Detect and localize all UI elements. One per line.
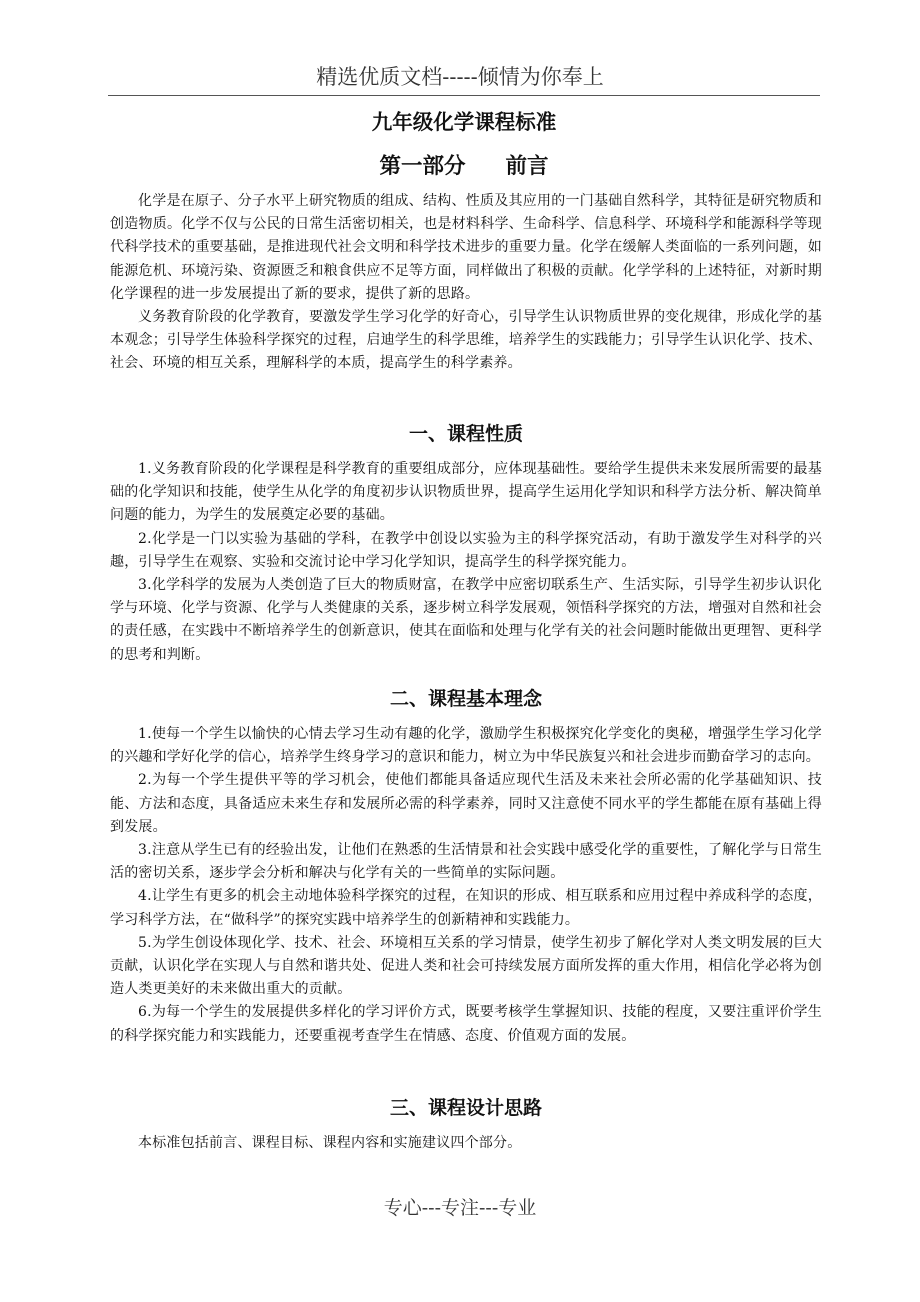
section-paragraph: 4.让学生有更多的机会主动地体验科学探究的过程，在知识的形成、相互联系和应用过程中养成科学的态度，学习科学方法，在“做科学”的探究实践中培养学生的创新精神和实践能力。 <box>110 888 822 928</box>
section-heading: 三、课程设计思路 <box>389 1097 542 1119</box>
section-heading: 一、课程性质 <box>408 423 523 445</box>
section-paragraph: 2.化学是一门以实验为基础的学科，在教学中创设以实验为主的科学探究活动，有助于激发学生对科学的兴趣，引导学生在观察、实验和交流讨论中学习化学知识，提高学生的科学探究能力。 <box>110 530 822 570</box>
section-heading: 二、课程基本理念 <box>389 688 542 710</box>
page-footer: 专心---专注---专业 <box>383 1197 537 1219</box>
part-label: 第一部分 <box>379 154 466 179</box>
section-basic-concepts <box>110 683 822 1048</box>
section-paragraph: 1.使每一个学生以愉快的心情去学习生动有趣的化学，激励学生积极探究化学变化的奥秘，增强学生学习化学的兴趣和学好化学的信心，培养学生终身学习的意识和能力，树立为中华民族复兴和社会进步而勤奋学习的志向。 <box>110 726 822 766</box>
section-paragraph: 3.注意从学生已有的经验出发，让他们在熟悉的生活情景和社会实践中感受化学的重要性，了解化学与日常生活的密切关系，逐步学会分析和解决与化学有关的一些简单的实际问题。 <box>110 842 822 882</box>
preface-block <box>110 190 822 376</box>
part-name: 前言 <box>505 154 549 179</box>
preface-paragraph: 义务教育阶段的化学教育，要激发学生学习化学的好奇心，引导学生认识物质世界的变化规律，形成化学的基本观念；引导学生体验科学探究的过程，启迪学生的科学思维，培养学生的实践能力；引导学生认识化学、技术、社会、环境的相互关系，理解科学的本质，提高学生的科学素养。 <box>110 309 822 372</box>
preface-paragraph: 化学是在原子、分子水平上研究物质的组成、结构、性质及其应用的一门基础自然科学，其特征是研究物质和创造物质。化学不仅与公民的日常生活密切相关，也是材料科学、生命科学、信息科学、环境科学和能源科学等现代科学技术的重要基础，是推进现代社会文明和科学技术进步的重要力量。化学在缓解人类面临的一系列问题，如能源危机、环境污染、资源匮乏和粮食供应不足等方面，同样做出了积极的贡献。化学学科的上述特征，对新时期化学课程的进一步发展提出了新的要求，提供了新的思路。 <box>110 193 822 302</box>
section-course-nature <box>110 418 822 667</box>
section-paragraph: 5.为学生创设体现化学、技术、社会、环境相互关系的学习情景，使学生初步了解化学对人类文明发展的巨大贡献，认识化学在实现人与自然和谐共处、促进人类和社会可持续发展方面所发挥的重大作用，相信化学必将为创造人类更美好的未来做出重大的贡献。 <box>110 934 822 998</box>
section-paragraph: 本标准包括前言、课程目标、课程内容和实施建议四个部分。 <box>138 1135 522 1151</box>
page-header: 精选优质文档-----倾情为你奉上 <box>316 65 604 89</box>
document-title: 九年级化学课程标准 <box>371 110 557 134</box>
section-design-approach <box>110 1092 822 1155</box>
header-divider <box>108 95 820 96</box>
section-paragraph: 2.为每一个学生提供平等的学习机会，使他们都能具备适应现代生活及未来社会所必需的化学基础知识、技能、方法和态度，具备适应未来生存和发展所必需的科学素养，同时又注意使不同水平的学生都能在原有基础上得到发展。 <box>110 772 822 835</box>
section-paragraph: 1.义务教育阶段的化学课程是科学教育的重要组成部分，应体现基础性。要给学生提供未来发展所需要的最基础的化学知识和技能，使学生从化学的角度初步认识物质世界，提高学生运用化学知识和科学方法分析、解决简单问题的能力，为学生的发展奠定必要的基础。 <box>110 461 822 524</box>
part-title <box>108 150 820 184</box>
section-paragraph: 3.化学科学的发展为人类创造了巨大的物质财富，在教学中应密切联系生产、生活实际，引导学生初步认识化学与环境、化学与资源、化学与人类健康的关系，逐步树立科学发展观，领悟科学探究的方法，增强对自然和社会的责任感，在实践中不断培养学生的创新意识，使其在面临和处理与化学有关的社会问题时能做出更理智、更科学的思考和判断。 <box>110 577 822 663</box>
section-paragraph: 6.为每一个学生的发展提供多样化的学习评价方式，既要考核学生掌握知识、技能的程度，又要注重评价学生的科学探究能力和实践能力，还要重视考查学生在情感、态度、价值观方面的发展。 <box>110 1004 822 1044</box>
